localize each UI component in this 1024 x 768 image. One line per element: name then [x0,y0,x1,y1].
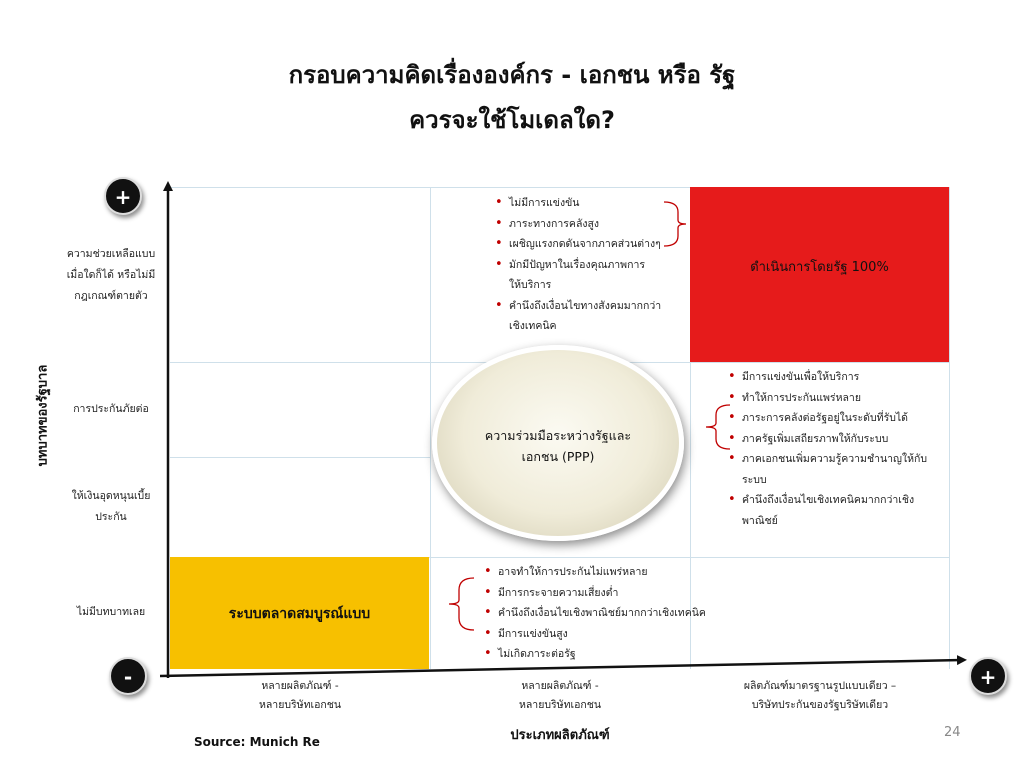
x-axis-plus-badge: + [969,657,1007,695]
perfect-market-label: ระบบตลาดสมบูรณ์แบบ [228,606,371,622]
y-axis-plus-badge: + [104,177,142,215]
source-credit: Source: Munich Re [194,735,320,749]
list-item: • มีการแข่งขันเพื่อให้บริการ [728,367,943,388]
list-item: • มีการแข่งขันสูง [484,624,724,645]
x-axis-minus-badge: - [109,657,147,695]
y-label-adhoc: ความช่วยเหลือแบบ เมื่อใดก็ได้ หรือไม่มี กฎเกณฑ์ตายตัว [66,248,156,302]
brace-right-icon [706,405,730,449]
grid-right-line [949,187,950,669]
x-label-single-state: ผลิตภัณฑ์มาตรฐานรูปแบบเดียว – บริษัทประกันของรัฐบริษัทเดียว [743,680,897,711]
list-item: • คำนึงถึงเงื่อนไขเชิงเทคนิคมากกว่าเชิง พาณิชย์ [728,490,943,531]
brace-bottom-icon [449,578,474,630]
x-axis-title: ประเภทผลิตภัณฑ์ [510,728,610,743]
list-item: • ภาระทางการคลังสูง [495,214,680,235]
list-item: • ทำให้การประกันแพร่หลาย [728,388,943,409]
bullets-bottom-list [484,562,724,665]
slide-title-line2: ควรจะใช้โมเดลใด? [409,106,615,134]
y-label-no-role: ไม่มีบทบาทเลย [76,606,146,618]
list-item: • ภาคเอกชนเพิ่มความรู้ความชำนาญให้กับ ระบบ [728,449,943,490]
list-item: • ภาครัฐเพิ่มเสถียรภาพให้กับระบบ [728,429,943,450]
list-item: • เผชิญแรงกดดันจากภาคส่วนต่างๆ [495,234,680,255]
list-item: • ไม่เกิดภาระต่อรัฐ [484,644,724,665]
list-item: • ภาระการคลังต่อรัฐอยู่ในระดับที่รับได้ [728,408,943,429]
list-item: • มักมีปัญหาในเรื่องคุณภาพการ ให้บริการ [495,255,680,296]
list-item: • คำนึงถึงเงื่อนไขเชิงพาณิชย์มากกว่าเชิงเทคนิค [484,603,724,624]
ppp-label: ความร่วมมือระหว่างรัฐและ เอกชน (PPP) [484,428,632,464]
y-label-reinsurance: การประกันภัยต่อ [73,403,149,415]
y-axis-title: บทบาทของรัฐบาล [35,364,51,467]
slide-title-line1: กรอบความคิดเรื่ององค์กร - เอกชน หรือ รัฐ [288,61,736,89]
list-item: • ไม่มีการแข่งขัน [495,193,680,214]
x-label-multi-private-2: หลายผลิตภัณฑ์ - หลายบริษัทเอกชน [518,680,602,711]
bullets-right-list [728,367,943,531]
list-item: • อาจทำให้การประกันไม่แพร่หลาย [484,562,724,583]
bullets-top-list [495,193,680,337]
list-item: • คำนึงถึงเงื่อนไขทางสังคมมากกว่า เชิงเทคนิค [495,296,680,337]
list-item: • มีการกระจายความเสี่ยงต่ำ [484,583,724,604]
y-label-premium-subsidy: ให้เงินอุดหนุนเบี้ย ประกัน [71,490,151,523]
grid-col-line-1 [430,187,431,669]
page-number: 24 [944,725,961,740]
grid-row-line-2 [170,457,430,458]
x-label-multi-private-1: หลายผลิตภัณฑ์ - หลายบริษัทเอกชน [258,680,342,711]
state-run-label: ดำเนินการโดยรัฐ 100% [750,260,889,275]
